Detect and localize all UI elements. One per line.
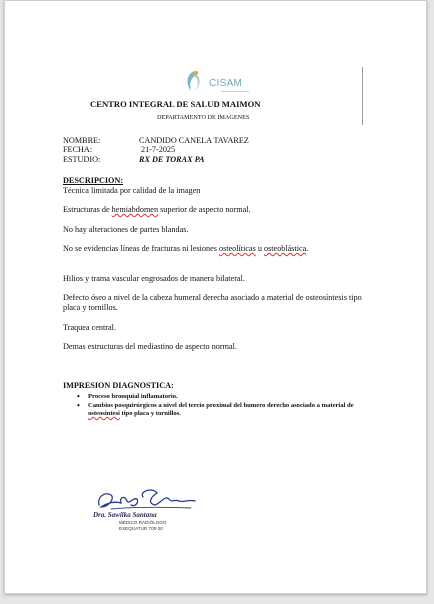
text-run: u: [255, 244, 264, 253]
text-run: Estructuras de: [63, 205, 112, 214]
text-run: tipo placa y tornillos.: [119, 410, 181, 417]
description-paragraph: Traquea central.: [63, 323, 116, 332]
description-paragraph: Técnica limitada por calidad de la imagen: [63, 186, 201, 195]
description-title: DESCRIPCION:: [63, 176, 124, 185]
signature-exequatur: EXEQUATUR 700-20: [119, 526, 163, 531]
date-value: 21-7-2025: [141, 145, 176, 154]
spellcheck-word: hemiabdomen: [111, 205, 159, 214]
margin-guide-line: [362, 67, 363, 125]
signature-name: Dra. Sawilka Santana: [93, 511, 157, 519]
text-run: Cambios posquirúrgicos a nivel del tercio proximal del humero derecho asociado a material de: [88, 402, 354, 409]
signature-title: MÉDICO RADIÓLOGO: [119, 520, 167, 525]
logo-text: CISAM: [209, 78, 243, 89]
name-label: NOMBRE:: [63, 136, 101, 145]
description-paragraph: Demas estructuras del mediastino de aspecto normal.: [63, 342, 237, 351]
document-page: [4, 0, 427, 594]
logo-underline: [221, 91, 249, 92]
impression-list: [77, 393, 367, 419]
spellcheck-word: osteosintesi: [88, 410, 120, 417]
description-paragraph: [63, 244, 369, 254]
text-run: superior de aspecto normal.: [158, 205, 251, 214]
text-run: No se evidencias líneas de fracturas ni lesiones: [63, 244, 219, 253]
impression-item: [77, 402, 367, 418]
logo-emblem-icon: [181, 69, 209, 95]
study-value: RX DE TORAX PA: [139, 155, 205, 164]
description-paragraph: No hay alteraciones de partes blandas.: [63, 225, 189, 234]
description-paragraph: [63, 205, 369, 215]
date-label: FECHA:: [63, 145, 93, 154]
spellcheck-word: osteoblástica: [264, 244, 307, 253]
impression-item: • Proceso bronquial inflamatorio.: [77, 393, 367, 401]
description-paragraph: Defecto óseo a nivel de la cabeza humeral derecha asociado a material de osteosíntesis tipo placa y tornillos.: [63, 293, 362, 312]
study-label: ESTUDIO:: [63, 155, 101, 164]
spellcheck-word: osteolíticas: [218, 244, 256, 253]
organization-name: CENTRO INTEGRAL DE SALUD MAIMON: [90, 99, 261, 109]
department-name: DEPARTAMENTO DE IMAGENES: [157, 114, 250, 121]
text-run: .: [306, 244, 309, 253]
description-paragraph: Hilios y trama vascular engrosados de manera bilateral.: [63, 274, 245, 283]
impression-title: IMPRESION DIAGNOSTICA:: [63, 381, 174, 390]
name-value: CANDIDO CANELA TAVAREZ: [139, 136, 249, 145]
cisam-logo: [181, 69, 251, 97]
signature-block: [91, 485, 215, 531]
